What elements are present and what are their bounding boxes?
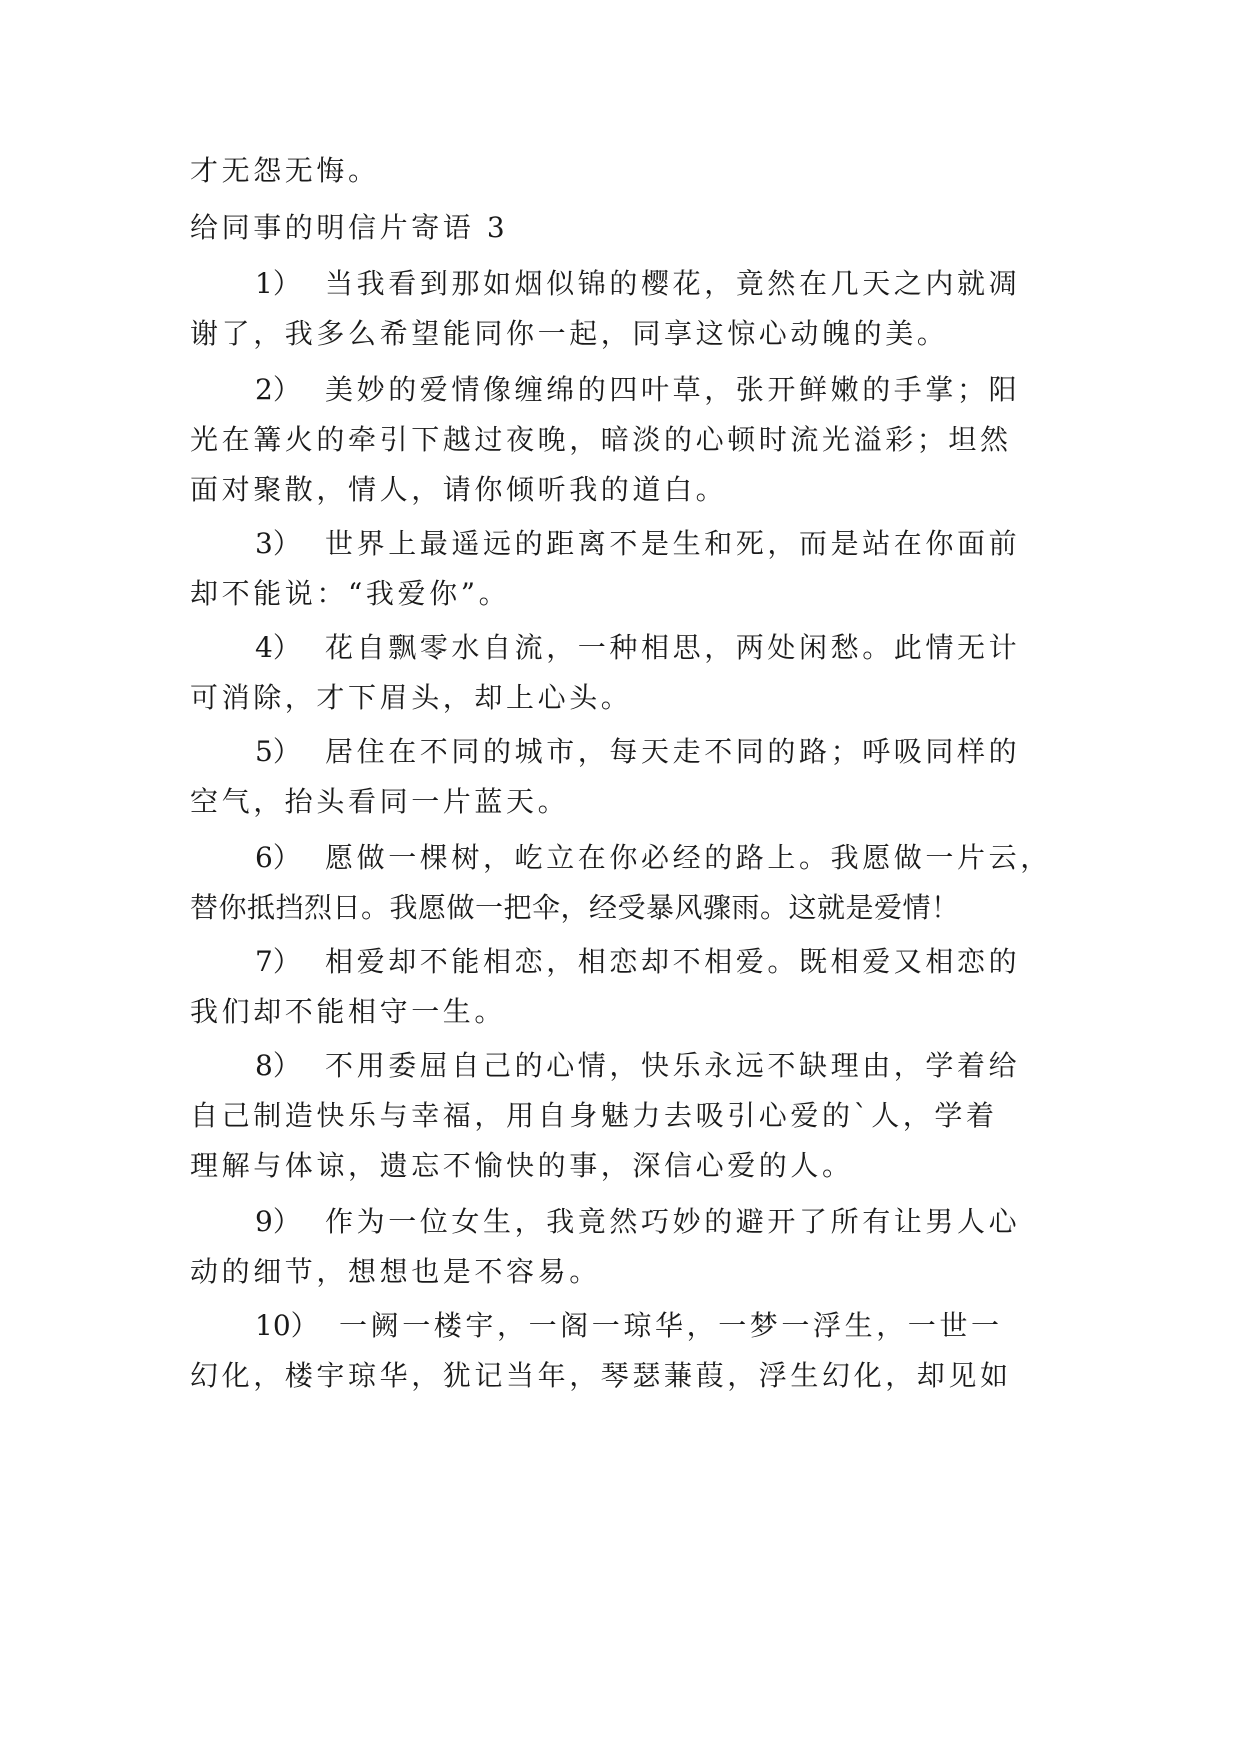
list-item-5-first-line [255,732,1050,772]
item-text: 当我看到那如烟似锦的樱花，竟然在几天之内就凋 [325,267,1021,300]
item-text: 一阙一楼宇，一阁一琼华，一梦一浮生，一世一 [339,1309,1003,1342]
list-item-4-line-2: 可消除，才下眉头，却上心头。 [190,681,633,714]
item-number: 2） [255,373,301,406]
list-item-6-line-2: 替你抵挡烈日。我愿做一把伞，经受暴风骤雨。这就是爱情！ [190,891,960,924]
list-item-4-first-line [255,628,1050,668]
list-item-8-first-line [255,1046,1050,1086]
item-number: 4） [255,631,301,664]
item-text: 愿做一棵树，屹立在你必经的路上。我愿做一片云， [325,841,1052,874]
opening-line: 才无怨无悔。 [190,154,380,187]
item-number: 5） [255,735,301,768]
list-item-7-line-2: 我们却不能相守一生。 [190,995,507,1028]
item-text: 居住在不同的城市，每天走不同的路；呼吸同样的 [325,735,1021,768]
item-text: 美妙的爱情像缠绵的四叶草，张开鲜嫩的手掌；阳 [325,373,1021,406]
item-number: 8） [255,1049,301,1082]
item-text: 世界上最遥远的距离不是生和死，而是站在你面前 [325,527,1021,560]
item-number: 10） [255,1309,319,1342]
item-number: 9） [255,1205,301,1238]
item-number: 7） [255,945,301,978]
list-item-10-line-2: 幻化，楼宇琼华，犹记当年，琴瑟蒹葭，浮生幻化，却见如 [190,1359,1012,1392]
item-number: 1） [255,267,301,300]
item-text: 花自飘零水自流，一种相思，两处闲愁。此情无计 [325,631,1021,664]
list-item-9-first-line [255,1202,1050,1242]
item-text: 相爱却不能相恋，相恋却不相爱。既相爱又相恋的 [325,945,1021,978]
item-number: 3） [255,527,301,560]
section-heading: 给同事的明信片寄语 3 [190,211,509,244]
item-text: 不用委屈自己的心情，快乐永远不缺理由，学着给 [325,1049,1021,1082]
list-item-2-first-line [255,370,1050,410]
item-number: 6） [255,841,301,874]
list-item-3-first-line [255,524,1050,564]
item-text: 作为一位女生，我竟然巧妙的避开了所有让男人心 [325,1205,1021,1238]
list-item-10-first-line [255,1306,1050,1346]
list-item-1-first-line [255,264,1050,304]
list-item-8-line-3: 理解与体谅，遗忘不愉快的事，深信心爱的人。 [190,1149,854,1182]
list-item-8-line-2: 自己制造快乐与幸福，用自身魅力去吸引心爱的`人，学着 [190,1099,998,1132]
list-item-2-line-2: 光在篝火的牵引下越过夜晚，暗淡的心顿时流光溢彩；坦然 [190,423,1012,456]
list-item-3-line-2: 却不能说：“我爱你”。 [190,577,511,610]
list-item-9-line-2: 动的细节，想想也是不容易。 [190,1255,601,1288]
list-item-7-first-line [255,942,1050,982]
list-item-6-first-line [255,838,1050,878]
list-item-5-line-2: 空气，抬头看同一片蓝天。 [190,785,570,818]
list-item-1-line-2: 谢了，我多么希望能同你一起，同享这惊心动魄的美。 [190,317,949,350]
list-item-2-line-3: 面对聚散，情人，请你倾听我的道白。 [190,473,728,506]
